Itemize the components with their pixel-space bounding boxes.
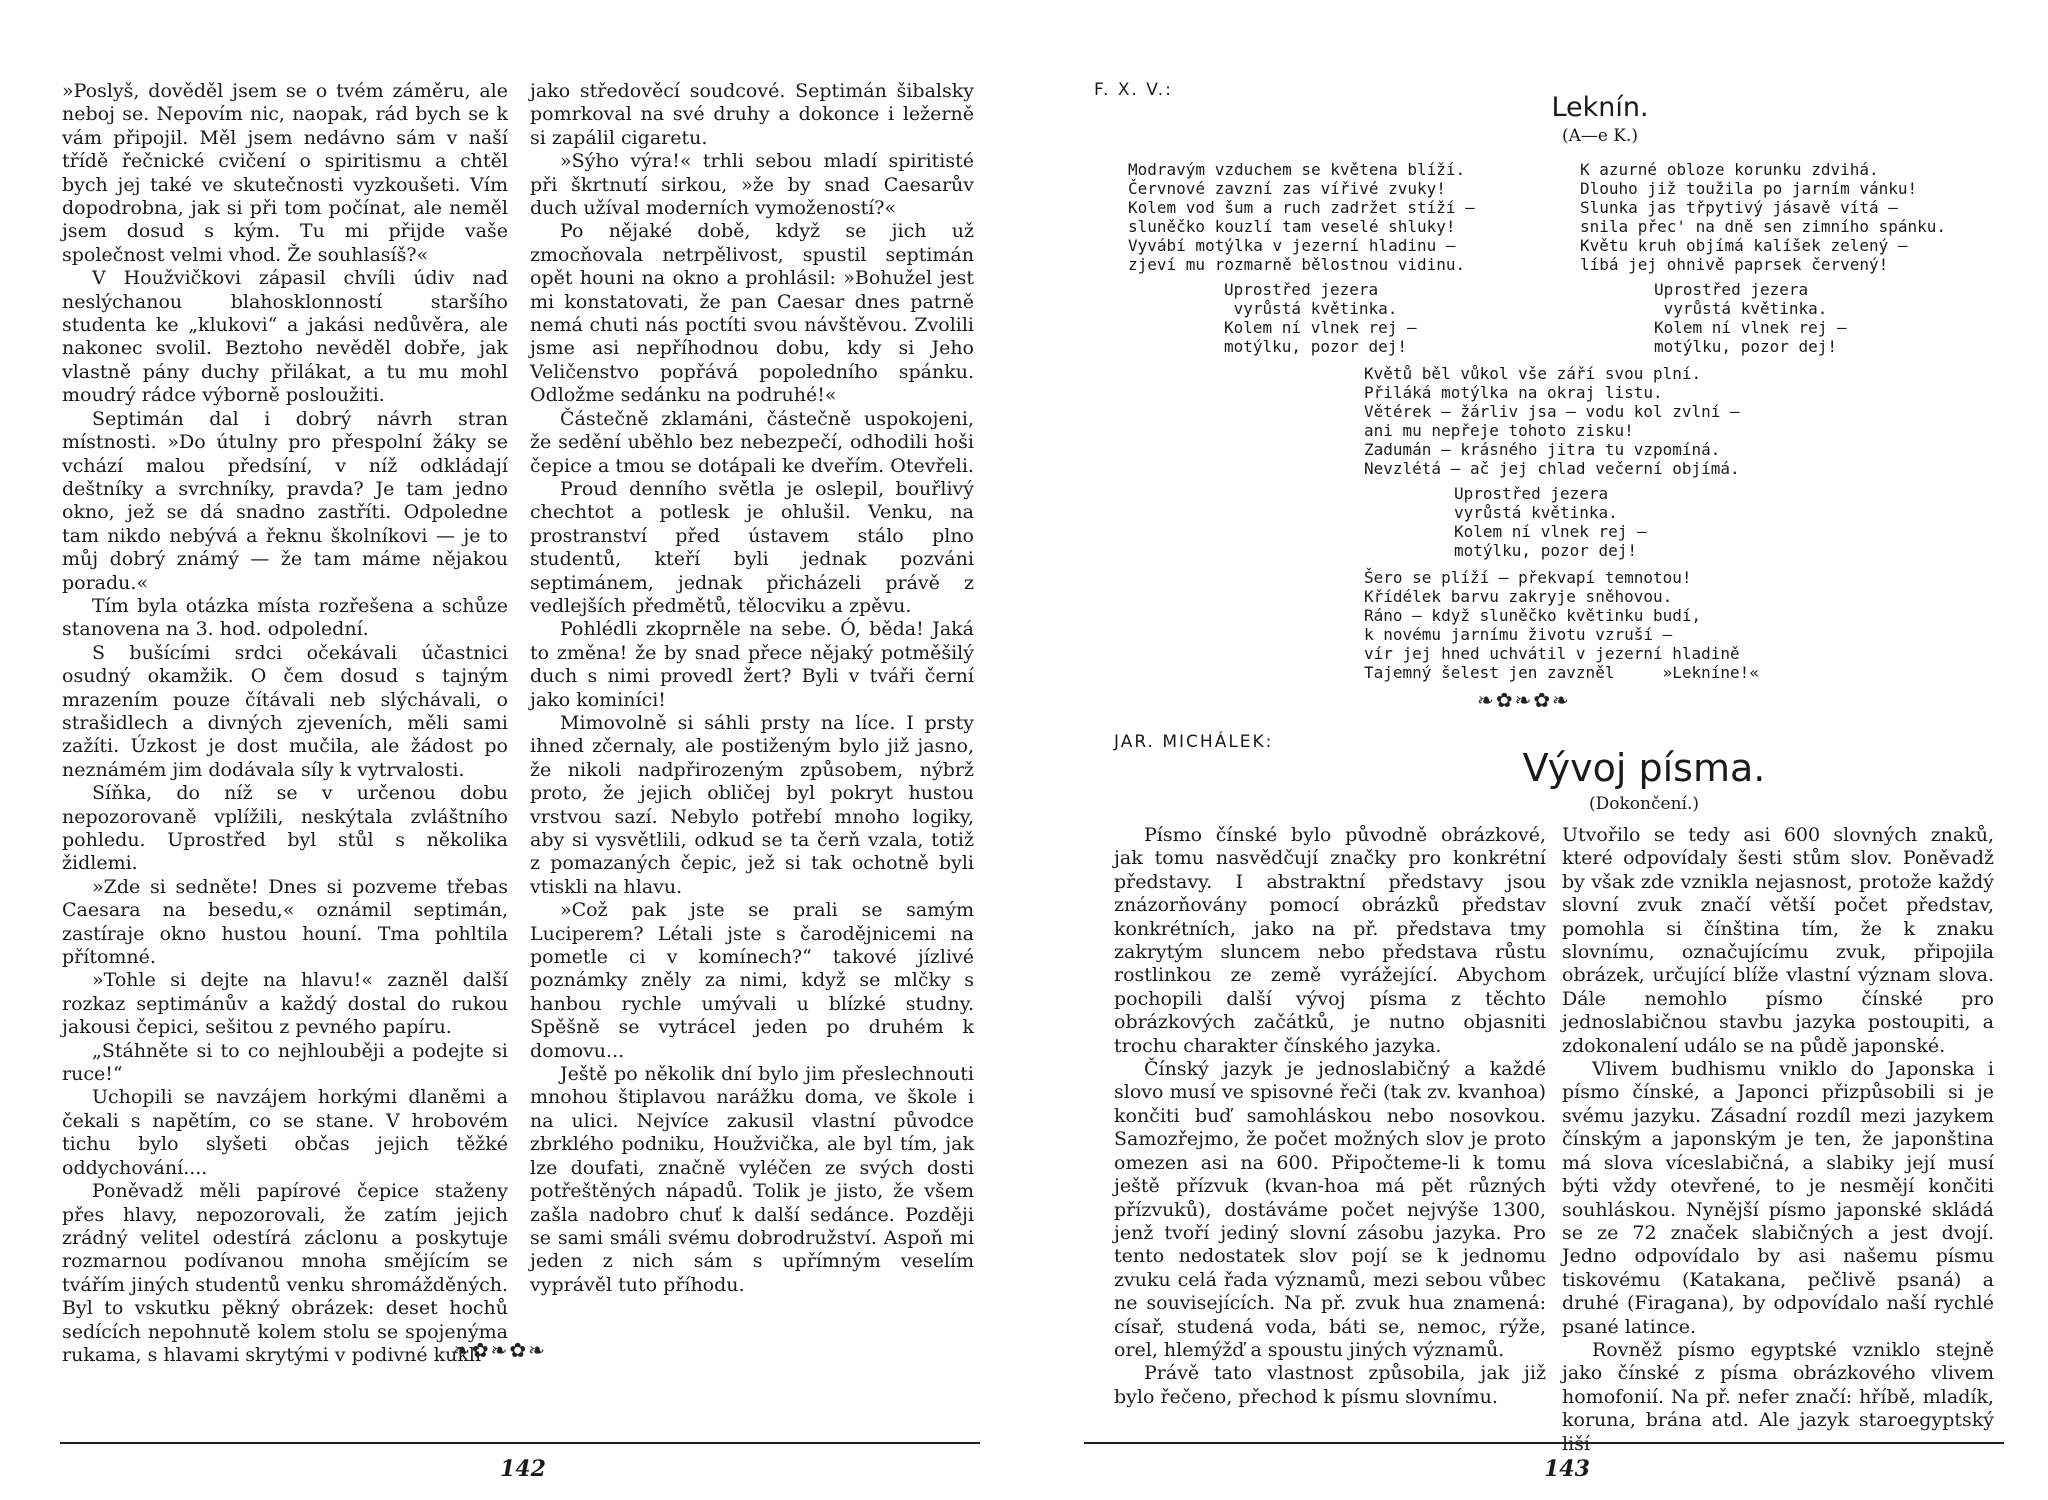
paragraph: Po nějaké době, když se jich už zmocňovala netrpělivost, spustil septimán opět houni na okno a prohlásil: »Bohužel jest mi konstatovati, že pan Caesar dnes patrně nemá chuti nás poctíti svou návštěvou. Zvolili jsme asi nepříhodnou dobu, kdy si Jeho Veličenstvo popřává popoledního spánku. Odložme sedánku na podruhé!« (530, 220, 974, 407)
article-author: JAR. MICHÁLEK: (1114, 732, 1274, 752)
poem-subtitle: (A—e K.) (1561, 126, 1639, 146)
paragraph: S bušícími srdci očekávali účastnici osudný okamžik. O čem dosud s tajným mrazením pouze čítávali neb slýchávali, o strašidlech a divných zjeveních, měli sami zažíti. Úzkost je dost mučila, ale žádost po neznámém jim dodávala síly k vytrvalosti. (62, 641, 508, 781)
poem-author: F. X. V.: (1094, 80, 1173, 100)
paragraph: Ještě po několik dní bylo jim přeslechnouti mnohou štiplavou narážku doma, ve škole i na ulici. Nejvíce zakusil vlastní původce zbrklého podniku, Houžvička, ale byl tím, jak lze doufati, značně vyléčen ze svých dosti potřeštěných nápadů. Tolik je jisto, že všem zašla nadobro chuť k další sedánce. Později se sami smáli svému dobrodružství. Aspoň mi jeden z nich sám s upřímným veselím vyprávěl tuto příhodu. (530, 1063, 974, 1296)
ornament-divider: ❧✿❧✿❧ (453, 1338, 547, 1362)
paragraph: »Poslyš, dověděl jsem se o tvém záměru, ale neboj se. Nepovím nic, naopak, rád bych se k vám připojil. Měl jsem nedávno sám v naší třídě řečnické cvičení o spiritismu a chtěl bych jej také ve skutečnosti vyzkoušeti. Vím dopodrobna, jak si při tom počínat, ale neměl jsem dosud s kým. Tu mi přijde vaše společnost velmi vhod. Že souhlasíš?« (62, 80, 508, 266)
poem-refrain-right: Uprostřed jezera vyrůstá květinka. Kolem ní vlnek rej — motýlku, pozor dej! (1654, 280, 1847, 356)
left-column-2 (530, 80, 974, 1297)
article-subtitle: (Dokončení.) (1589, 794, 1699, 814)
paragraph: Pohlédli zkoprněle na sebe. Ó, běda! Jaká to změna! že by snad přece nějaký potměšilý duch s nimi provedl žert? Byli v tváři černí jako kominíci! (530, 618, 974, 711)
footer-rule (60, 1442, 980, 1444)
footer-rule (1084, 1442, 2004, 1444)
paragraph: Vlivem budhismu vniklo do Japonska i písmo čínské, a Japonci přizpůsobili si je svému jazyku. Zásadní rozdíl mezi jazykem čínským a japonským je ten, že japonština má slova víceslabičná, a slabiky její musí býti vždy otevřené, to je nesmějí končiti souhláskou. Nynější písmo japonské skládá se ze 72 značek slabičných a jest dvojí. Jedno odpovídalo by asi našemu písmu tiskovému (Katakana, pečlivě psaná) a druhé (Firagana), by odpovídalo naší rychlé psané latince. (1562, 1058, 1994, 1338)
paragraph: Rovněž písmo egyptské vzniklo stejně jako čínské z písma obrázkového vlivem homofonií. Na př. nefer značí: hříbě, mladík, koruna, brána atd. Ale jazyk staroegyptský liší (1562, 1338, 1994, 1455)
paragraph: Mimovolně si sáhli prsty na líce. I prsty ihned zčernaly, ale postiženým bylo již jasno, že nikoli nadpřirozeným způsobem, nýbrž proto, že jejich obličej byl pokryt hustou vrstvou sazí. Nebylo potřebí mnoho logiky, aby si vysvětlili, odkud se ta čerň vzala, totiž z pomazaných čepic, jež si tak ochotně byli vtiskli na hlavu. (530, 711, 974, 898)
paragraph: Uchopili se navzájem horkými dlaněmi a čekali s napětím, co se stane. V hrobovém tichu bylo slyšeti občas jejich těžké oddychování.... (62, 1086, 508, 1179)
poem-refrain-left: Uprostřed jezera vyrůstá květinka. Kolem ní vlnek rej — motýlku, pozor dej! (1224, 280, 1417, 356)
poem-stanza-3: Šero se plíží — překvapí temnotou! Křídélek barvu zakryje sněhovou. Ráno — když sluněčko květinku budí, k novému jarnímu životu vzruší — vír jej hned uchvátil v jezerní hladině Tajemný šelest jen zavzněl »Lekníne!« (1364, 568, 1759, 682)
paragraph: „Stáhněte si to co nejhlouběji a podejte si ruce!“ (62, 1039, 508, 1086)
paragraph: Poněvadž měli papírové čepice staženy přes hlavy, nepozorovali, že zatím jejich zrádný velitel odestírá záclonu a poskytuje rozmarnou podívanou mnoha smějícím se tvářím jiných studentů venku shromážděných. Byl to vskutku pěkný obrázek: deset hochů sedících nepohnutě kolem stolu se spojenýma rukama, s hlavami skrytými v podivné kukli (62, 1180, 508, 1366)
left-column-1 (62, 80, 508, 1367)
paragraph: »Zde si sedněte! Dnes si pozveme třebas Caesara na besedu,« oznámil septimán, zastíraje okno hustou houní. Tma pohltila přítomné. (62, 875, 508, 969)
poem-refrain-center: Uprostřed jezera vyrůstá květinka. Kolem ní vlnek rej — motýlku, pozor dej! (1454, 484, 1647, 560)
poem-stanza-1-right: K azurné obloze korunku zdvihá. Dlouho již toužila po jarním vánku! Slunka jas třpytivý jásavě vítá — snila přec' na dně sen zimního spánku. Květu kruh objímá kalíšek zelený — líbá jej ohnivě paprsek červený! (1580, 160, 1947, 274)
paragraph: jako středověcí soudcové. Septimán šibalsky pomrkoval na své druhy a dokonce i ležerně si zapálil cigaretu. (530, 80, 974, 149)
paragraph: Utvořilo se tedy asi 600 slovných znaků, které odpovídaly šesti stům slov. Poněvadž by však zde vznikla nejasnost, protože každý slovní zvuk značí větší počet představ, pomohla si čínština tím, že k znaku slovnímu, označujícímu zvuk, připojila obrázek, určující blíže vlastní význam slova. Dále nemohlo písmo čínské pro jednoslabičnou stavbu jazyka postoupiti, a zdokonalení událo se na půdě japonské. (1562, 824, 1994, 1057)
paragraph: Síňka, do níž se v určenou dobu nepozorovaně vplížili, neskýtala zvláštního pohledu. Uprostřed byl stůl s několika židlemi. (62, 782, 508, 875)
article-title: Vývoj písma. (1522, 746, 1766, 790)
paragraph: Septimán dal i dobrý návrh stran místnosti. »Do útulny pro přespolní žáky se vchází malou předsíní, v níž odkládají deštníky a svrchníky, pravda? Je tam jedno okno, jež se dá snadno zastříti. Odpoledne tam nikdo nebývá a řeknu školníkovi — je to můj dobrý známý — že tam máme nějakou poradu.« (62, 407, 508, 594)
article-column-1 (1114, 824, 1546, 1409)
right-page (1024, 0, 2048, 1500)
paragraph: »Tohle si dejte na hlavu!« zazněl další rozkaz septimánův a každý dostal do rukou jakousi čepici, sešitou z pevného papíru. (62, 969, 508, 1039)
poem-stanza-2: Květů běl vůkol vše září svou plní. Přiláká motýlka na okraj listu. Větérek — žárliv jsa — vodu kol zvlní — ani mu nepřeje tohoto zisku! Zadumán — krásného jitra tu vzpomíná. Nevzlétá — ač jej chlad večerní objímá. (1364, 364, 1740, 478)
poem-stanza-1-left: Modravým vzduchem se květena blíží. Červnové zavzní zas vířivé zvuky! Kolem vod šum a ruch zadržet stíží — sluněčko kouzlí tam veselé shluky! Vyvábí motýlka v jezerní hladinu — zjeví mu rozmarně bělostnou vidinu. (1128, 160, 1475, 274)
paragraph: »Sýho výra!« trhli sebou mladí spiritisté při škrtnutí sirkou, »že by snad Caesarův duch užíval moderních vymožeností?« (530, 150, 974, 220)
ornament-divider: ❧✿❧✿❧ (1477, 688, 1571, 712)
paragraph: Částečně zklamáni, částečně uspokojeni, že sedění uběhlo bez nebezpečí, odhodili hoši čepice a tmou se dotápali ke dveřím. Otevřeli. (530, 407, 974, 477)
paragraph: Proud denního světla je oslepil, bouřlivý chechtot a potlesk je ohlušil. Venku, na prostranství před ústavem stálo plno studentů, kteří byli jednak pozváni septimánem, jednak přicházeli právě z vedlejších předmětů, tělocviku a zpěvu. (530, 477, 974, 617)
paragraph: Čínský jazyk je jednoslabičný a každé slovo musí ve spisovné řeči (tak zv. kvanhoa) končiti buď samohláskou nebo nosovkou. Samozřejmo, že počet možných slov je proto omezen asi na 600. Připočteme-li k tomu ještě přízvuk (kvan-hoa má pět různých přízvuků), dostáváme počet nejvýše 1300, jenž tvoří jediný slovní zásobu jazyka. Pro tento nedostatek slov pojí se k jednomu zvuku celá řada významů, mezi sebou vůbec ne souvisejících. Na př. zvuk hua znamená: císař, studená voda, báti se, nemoc, rýže, orel, hlemýžď a spoustu jiných významů. (1114, 1058, 1546, 1361)
paragraph: »Což pak jste se prali se samým Luciperem? Létali jste s čarodějnicemi na pometle ci v komínech?“ takové jízlivé poznámky zněly za nimi, když se mlčky s hanbou rychle umývali u blízké studny. Spěšně se vytrácel jeden po druhém k domovu... (530, 899, 974, 1062)
paragraph: Tím byla otázka místa rozřešena a schůze stanovena na 3. hod. odpolední. (62, 594, 508, 641)
poem-title: Leknín. (1551, 92, 1649, 123)
page-number: 142 (500, 1456, 546, 1482)
article-column-2 (1562, 824, 1994, 1456)
page-number: 143 (1544, 1456, 1590, 1482)
paragraph: V Houžvičkovi zápasil chvíli údiv nad neslýchanou blahosklonností staršího studenta ke „klukovi“ a jakási nedůvěra, ale nakonec svolil. Beztoho nevěděl dobře, jak vlastně pány duchy přilákat, a tu mu mohl moudrý rádce výborně posloužiti. (62, 267, 508, 407)
paragraph: Písmo čínské bylo původně obrázkové, jak tomu nasvědčují značky pro konkrétní představy. I abstraktní představy jsou znázorňovány pomocí obrázků představ konkrétních, jako na př. představa tmy zakrytým sluncem nebo představa růstu rostlinkou ze země vyrážející. Abychom pochopili další vývoj písma z těchto obrázkových začátků, je nutno objasniti trochu charakter čínského jazyka. (1114, 824, 1546, 1057)
paragraph: Právě tato vlastnost způsobila, jak již bylo řečeno, přechod k písmu slovnímu. (1114, 1362, 1546, 1408)
